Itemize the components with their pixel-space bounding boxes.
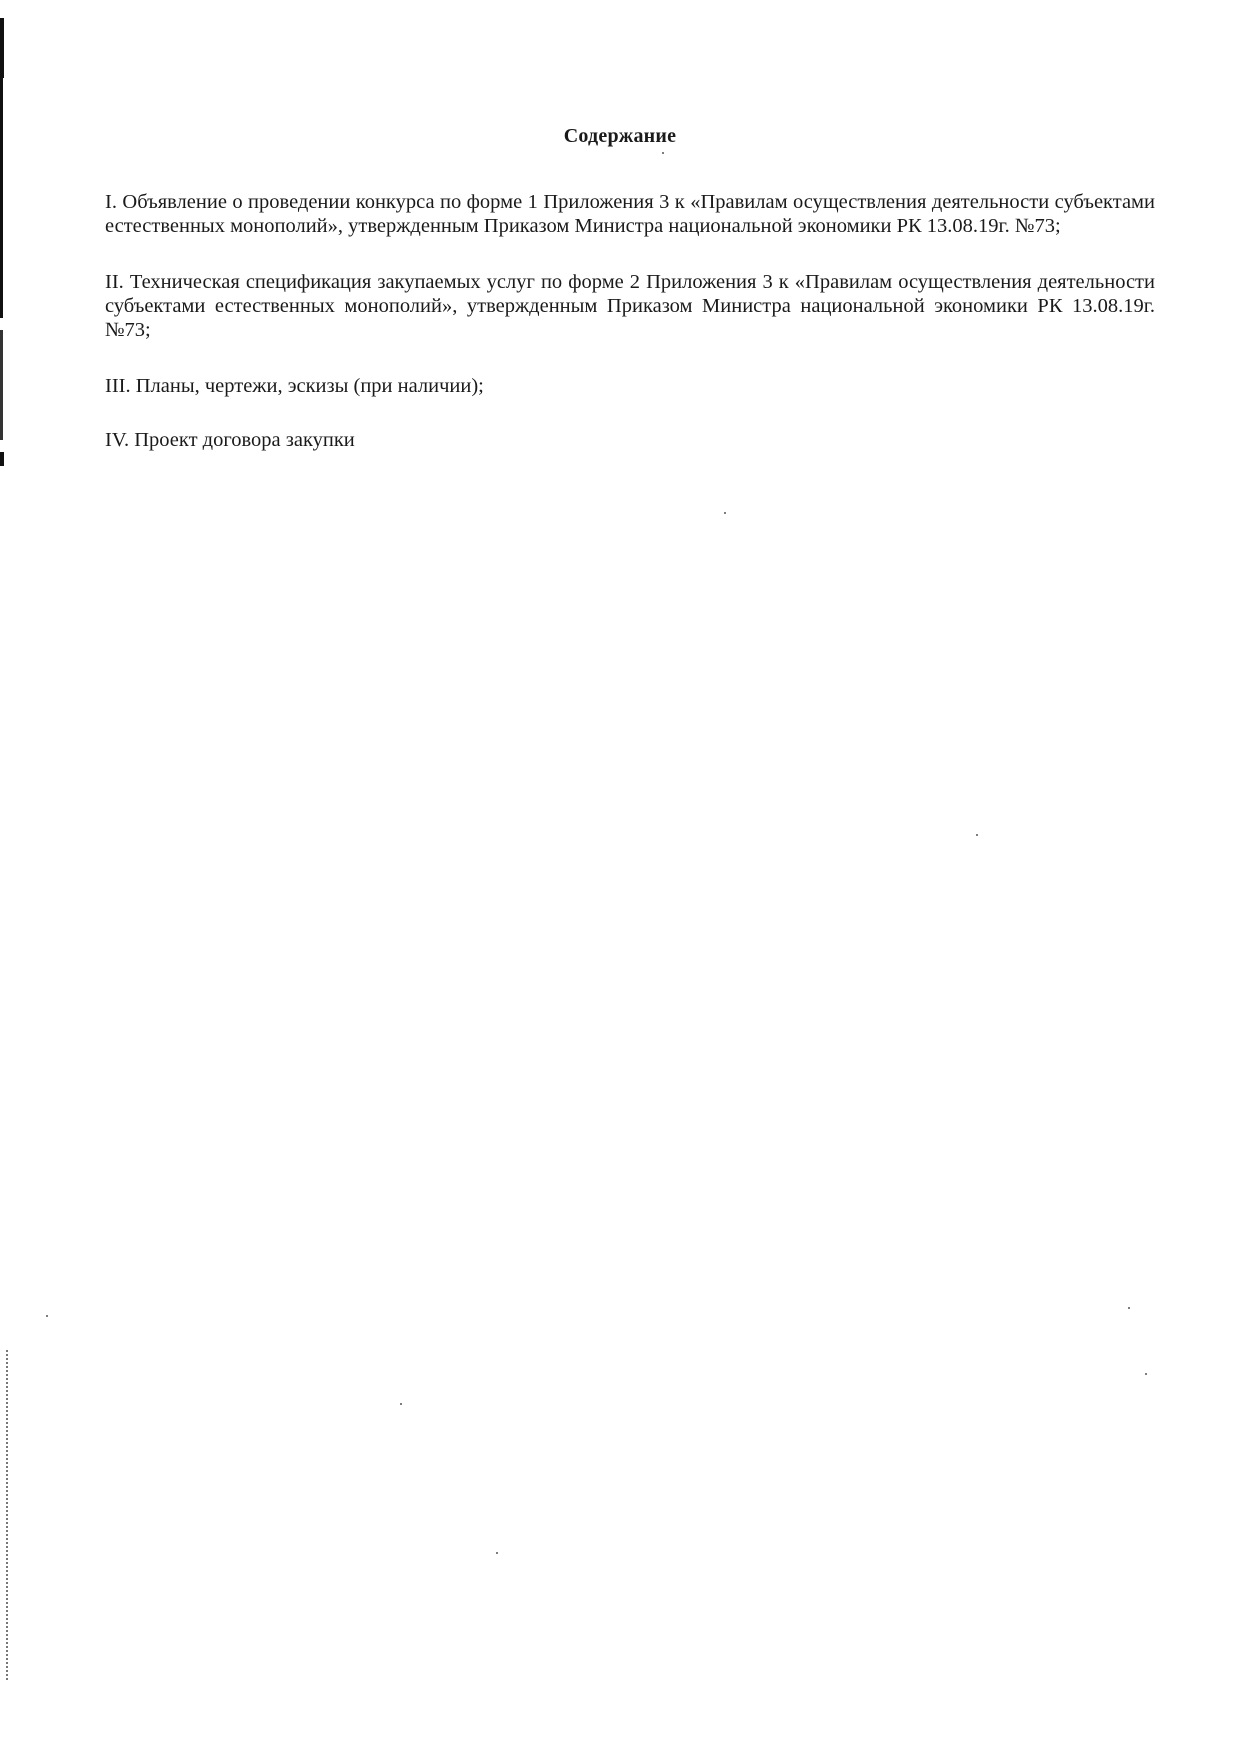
scan-speck <box>662 152 664 154</box>
scan-speck <box>400 1403 402 1405</box>
scan-speck <box>976 834 978 836</box>
contents-item-1: I. Объявление о проведении конкурса по форме 1 Приложения 3 к «Правилам осуществления деятельности субъектами естественных монополий», утвержденным Приказом Министра национальной экономики РК 13.08.19г. №73; <box>105 191 1155 237</box>
scan-speck <box>724 512 726 514</box>
document-title: Содержание <box>563 125 677 148</box>
contents-item-2: II. Техническая спецификация закупаемых услуг по форме 2 Приложения 3 к «Правилам осуществления деятельности субъектами естественных монополий», утвержденным Приказом Министра национальной экономики РК 13.08.19г. №73; <box>105 271 1155 341</box>
scan-dots-mark <box>6 1350 10 1680</box>
scan-edge-mark <box>0 78 3 318</box>
scan-speck <box>46 1315 48 1317</box>
contents-list <box>105 190 1155 484</box>
contents-item-3: III. Планы, чертежи, эскизы (при наличии); <box>105 375 484 397</box>
scan-edge-mark <box>0 330 3 440</box>
scan-speck <box>1128 1307 1130 1309</box>
contents-item-4: IV. Проект договора закупки <box>105 429 355 451</box>
scan-edge-mark <box>0 18 4 78</box>
scan-edge-mark <box>0 452 4 466</box>
scan-speck <box>496 1552 498 1554</box>
scan-speck <box>1145 1373 1147 1375</box>
